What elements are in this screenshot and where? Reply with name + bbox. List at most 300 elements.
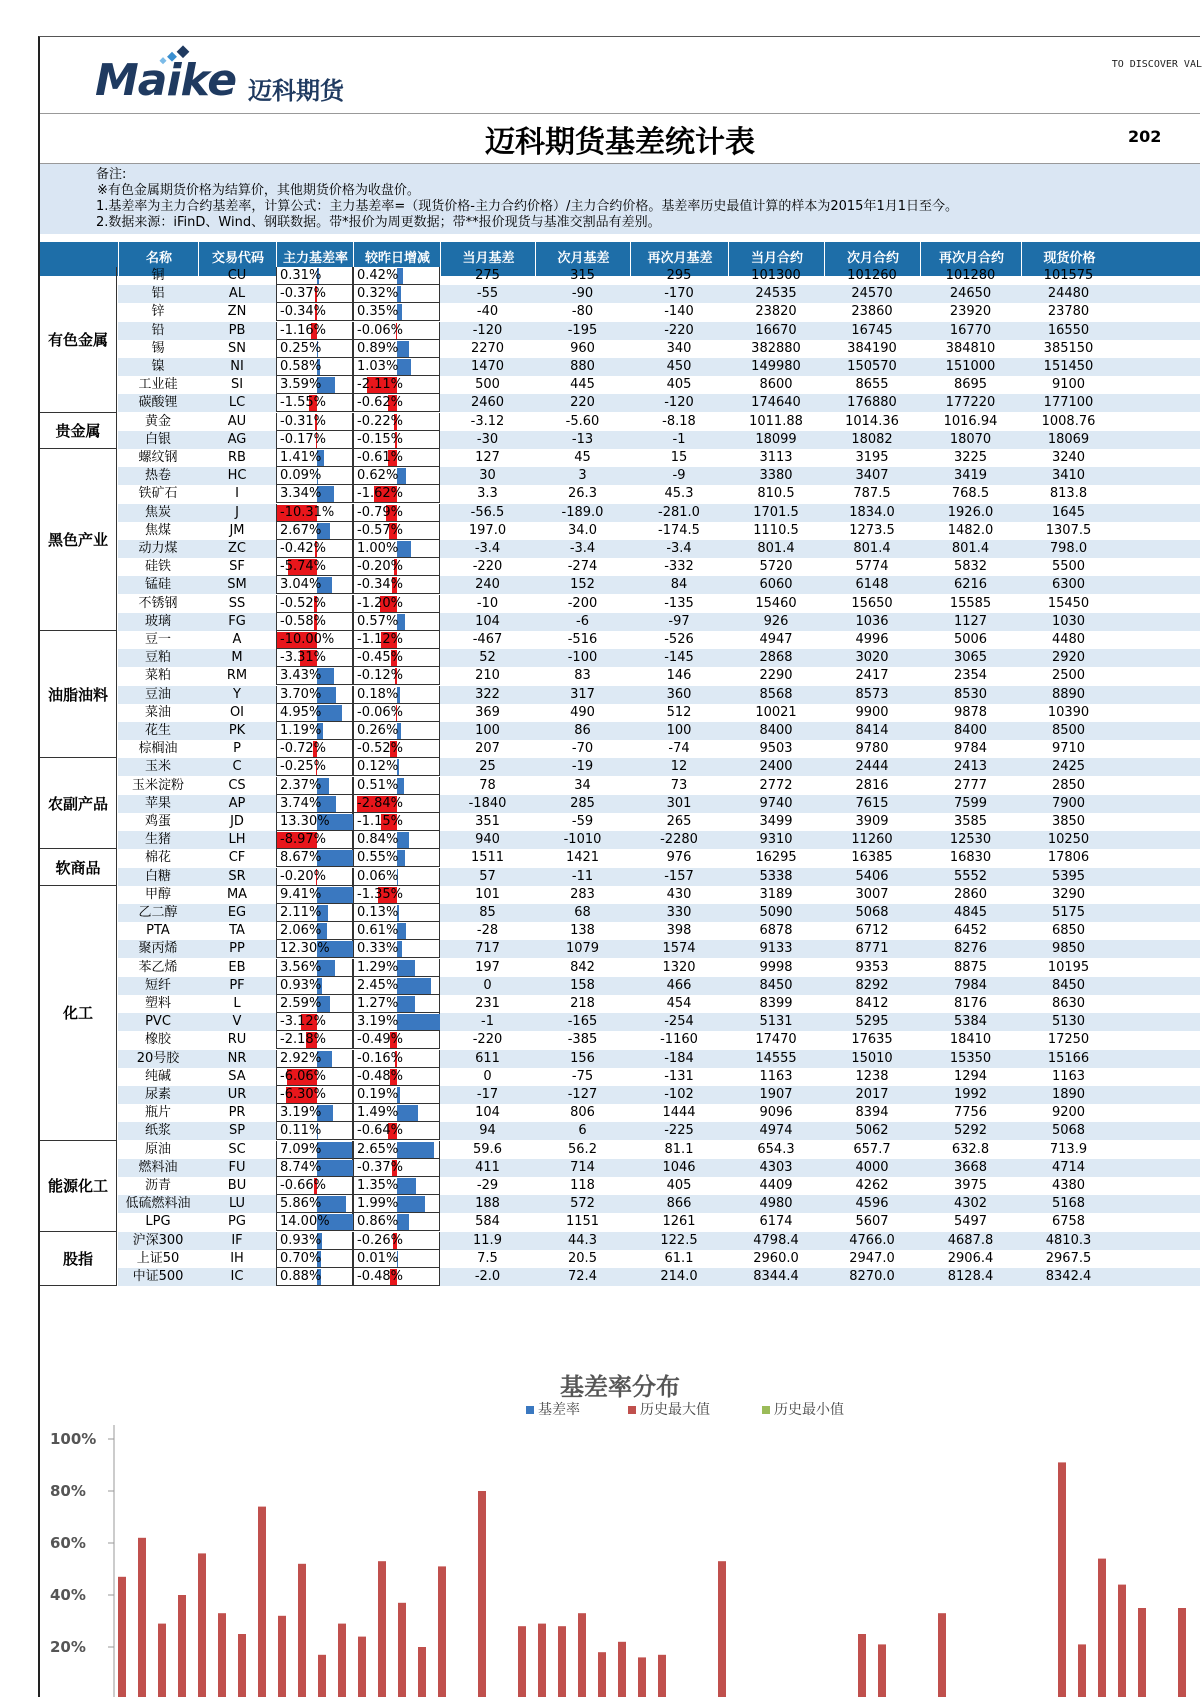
rate-value: 12.30% [280, 940, 330, 958]
third-basis-cell: 15 [630, 449, 728, 467]
current-contract-cell: 5090 [728, 904, 824, 922]
rate-value: -0.66% [280, 1177, 326, 1195]
third-basis-cell: 1046 [630, 1159, 728, 1177]
rate-value: -0.58% [280, 613, 326, 631]
current-contract-cell: 4303 [728, 1159, 824, 1177]
daily-change-cell [353, 1232, 440, 1250]
rate-value: 0.93% [280, 1232, 321, 1250]
current-basis-cell: -220 [440, 558, 535, 576]
data-bar [397, 1196, 425, 1212]
name-cell: 沪深300 [118, 1232, 198, 1250]
current-basis-cell: -55 [440, 285, 535, 303]
next-contract-cell: 8292 [824, 977, 920, 995]
rate-value: 0.58% [280, 358, 321, 376]
rate-value: 14.00% [280, 1213, 330, 1231]
name-cell: 生猪 [118, 831, 198, 849]
current-contract-cell: 1110.5 [728, 522, 824, 540]
spot-price-cell: 2920 [1021, 649, 1116, 667]
spot-price-cell: 10250 [1021, 831, 1116, 849]
third-basis-cell: -174.5 [630, 522, 728, 540]
basis-rate-cell [276, 995, 353, 1013]
hist-max-bar [1178, 1608, 1186, 1697]
table-row [118, 667, 1200, 685]
daily-change-cell [353, 1159, 440, 1177]
hist-max-bar [638, 1657, 646, 1697]
current-contract-cell: 101300 [728, 267, 824, 285]
name-cell: 动力煤 [118, 540, 198, 558]
next-basis-cell: 83 [535, 667, 630, 685]
hist-max-bar [438, 1566, 446, 1697]
data-bar [397, 1142, 434, 1158]
y-tick-label: 60% [50, 1534, 86, 1552]
rate-value: 2.45% [357, 977, 398, 995]
third-basis-cell: 295 [630, 267, 728, 285]
rate-value: 0.19% [357, 1086, 398, 1104]
current-contract-cell: 4409 [728, 1177, 824, 1195]
next-contract-cell: 6148 [824, 576, 920, 594]
current-basis-cell: 104 [440, 613, 535, 631]
next-contract-cell: 1834.0 [824, 504, 920, 522]
third-contract-cell: 4687.8 [920, 1232, 1021, 1250]
rate-value: -0.26% [357, 1232, 403, 1250]
next-contract-cell: 3195 [824, 449, 920, 467]
third-basis-cell: -225 [630, 1122, 728, 1140]
next-contract-cell: 5295 [824, 1013, 920, 1031]
daily-change-cell [353, 722, 440, 740]
hist-max-bar [1078, 1644, 1086, 1697]
basis-rate-cell [276, 449, 353, 467]
column-header: 现货价格 [1021, 242, 1117, 276]
spot-price-cell: 101575 [1021, 267, 1116, 285]
third-contract-cell: 4302 [920, 1195, 1021, 1213]
next-contract-cell: 4000 [824, 1159, 920, 1177]
next-contract-cell: 17635 [824, 1031, 920, 1049]
table-row [118, 795, 1200, 813]
rate-value: 7.09% [280, 1141, 321, 1159]
next-contract-cell: 801.4 [824, 540, 920, 558]
daily-change-cell [353, 995, 440, 1013]
basis-rate-cell [276, 740, 353, 758]
rate-value: -0.06% [357, 704, 403, 722]
data-bar [397, 996, 415, 1012]
name-cell: 锰硅 [118, 576, 198, 594]
code-cell: A [198, 631, 276, 649]
third-contract-cell: 9878 [920, 704, 1021, 722]
third-contract-cell: 151000 [920, 358, 1021, 376]
basis-rate-cell [276, 540, 353, 558]
daily-change-cell [353, 1177, 440, 1195]
column-header: 再次月合约 [920, 242, 1022, 276]
third-basis-cell: 360 [630, 686, 728, 704]
sector-label: 贵金属 [40, 413, 117, 449]
name-cell: 螺纹钢 [118, 449, 198, 467]
table-row [118, 394, 1200, 412]
column-header: 名称 [118, 242, 199, 276]
next-contract-cell: 5774 [824, 558, 920, 576]
next-contract-cell: 3007 [824, 886, 920, 904]
rate-value: 0.09% [280, 467, 321, 485]
basis-rate-cell [276, 1268, 353, 1286]
rate-value: -3.31% [280, 649, 326, 667]
data-bar [397, 978, 431, 994]
third-contract-cell: 18070 [920, 431, 1021, 449]
next-basis-cell: 138 [535, 922, 630, 940]
current-basis-cell: -3.4 [440, 540, 535, 558]
rate-value: -0.06% [357, 322, 403, 340]
spot-price-cell: 385150 [1021, 340, 1116, 358]
next-basis-cell: 445 [535, 376, 630, 394]
third-contract-cell: 2413 [920, 758, 1021, 776]
basis-rate-cell [276, 1122, 353, 1140]
current-contract-cell: 8600 [728, 376, 824, 394]
next-basis-cell: -59 [535, 813, 630, 831]
current-contract-cell: 3380 [728, 467, 824, 485]
basis-rate-cell [276, 1104, 353, 1122]
third-basis-cell: 512 [630, 704, 728, 722]
basis-rate-cell [276, 704, 353, 722]
current-contract-cell: 1163 [728, 1068, 824, 1086]
code-cell: AU [198, 413, 276, 431]
daily-change-cell [353, 358, 440, 376]
rate-value: 1.03% [357, 358, 398, 376]
name-cell: PVC [118, 1013, 198, 1031]
column-header: 再次月基差 [630, 242, 729, 276]
next-basis-cell: 72.4 [535, 1268, 630, 1286]
third-contract-cell: 3065 [920, 649, 1021, 667]
current-basis-cell: 3.3 [440, 485, 535, 503]
table-row [118, 813, 1200, 831]
rate-value: 8.74% [280, 1159, 321, 1177]
code-cell: SI [198, 376, 276, 394]
code-cell: SR [198, 868, 276, 886]
code-cell: FU [198, 1159, 276, 1177]
spot-price-cell: 1163 [1021, 1068, 1116, 1086]
legend-hist-max: 历史最大值 [628, 1399, 710, 1419]
hist-max-bar [858, 1634, 866, 1697]
rate-value: -0.37% [357, 1159, 403, 1177]
third-contract-cell: 2906.4 [920, 1250, 1021, 1268]
current-contract-cell: 16295 [728, 849, 824, 867]
name-cell: 白糖 [118, 868, 198, 886]
rate-value: 0.93% [280, 977, 321, 995]
code-cell: AG [198, 431, 276, 449]
column-header: 较昨日增减 [353, 242, 441, 276]
daily-change-cell [353, 558, 440, 576]
current-contract-cell: 1701.5 [728, 504, 824, 522]
rate-value: 4.95% [280, 704, 321, 722]
spot-price-cell: 8630 [1021, 995, 1116, 1013]
current-basis-cell: -17 [440, 1086, 535, 1104]
spot-price-cell: 17250 [1021, 1031, 1116, 1049]
current-basis-cell: 2270 [440, 340, 535, 358]
next-contract-cell: 18082 [824, 431, 920, 449]
third-contract-cell: 6216 [920, 576, 1021, 594]
table-row [118, 376, 1200, 394]
code-cell: RB [198, 449, 276, 467]
next-basis-cell: 880 [535, 358, 630, 376]
y-tick-label: 80% [50, 1482, 86, 1500]
hist-max-bar [478, 1491, 486, 1697]
rate-value: 2.67% [280, 522, 321, 540]
rate-value: 2.59% [280, 995, 321, 1013]
daily-change-cell [353, 795, 440, 813]
basis-rate-cell [276, 1250, 353, 1268]
spot-price-cell: 6300 [1021, 576, 1116, 594]
current-contract-cell: 810.5 [728, 485, 824, 503]
basis-rate-cell [276, 886, 353, 904]
table-row [118, 522, 1200, 540]
third-basis-cell: 430 [630, 886, 728, 904]
daily-change-cell [353, 686, 440, 704]
basis-rate-cell [276, 522, 353, 540]
rate-value: 0.25% [280, 340, 321, 358]
next-basis-cell: 3 [535, 467, 630, 485]
code-cell: BU [198, 1177, 276, 1195]
code-cell: SM [198, 576, 276, 594]
third-contract-cell: 101280 [920, 267, 1021, 285]
rate-value: -10.31% [280, 504, 334, 522]
next-basis-cell: -6 [535, 613, 630, 631]
column-header: 次月基差 [535, 242, 631, 276]
third-contract-cell: 4845 [920, 904, 1021, 922]
current-contract-cell: 8344.4 [728, 1268, 824, 1286]
basis-rate-cell [276, 1141, 353, 1159]
basis-rate-cell [276, 940, 353, 958]
current-contract-cell: 10021 [728, 704, 824, 722]
column-header: 主力基差率 [276, 242, 354, 276]
data-bar [397, 359, 411, 375]
basis-rate-cell [276, 322, 353, 340]
rate-value: -8.97% [280, 831, 326, 849]
table-row [118, 1195, 1200, 1213]
current-contract-cell: 149980 [728, 358, 824, 376]
daily-change-cell [353, 1141, 440, 1159]
name-cell: 碳酸锂 [118, 394, 198, 412]
current-basis-cell: -40 [440, 303, 535, 321]
basis-rate-cell [276, 576, 353, 594]
spot-price-cell: 17806 [1021, 849, 1116, 867]
next-basis-cell: 842 [535, 959, 630, 977]
current-contract-cell: 18099 [728, 431, 824, 449]
next-basis-cell: 220 [535, 394, 630, 412]
current-contract-cell: 24535 [728, 285, 824, 303]
current-contract-cell: 382880 [728, 340, 824, 358]
name-cell: 焦炭 [118, 504, 198, 522]
table-row [118, 467, 1200, 485]
daily-change-cell [353, 267, 440, 285]
next-basis-cell: -3.4 [535, 540, 630, 558]
basis-rate-cell [276, 285, 353, 303]
current-contract-cell: 9310 [728, 831, 824, 849]
third-basis-cell: 405 [630, 1177, 728, 1195]
rate-value: -0.57% [357, 522, 403, 540]
basis-rate-cell [276, 922, 353, 940]
third-contract-cell: 3668 [920, 1159, 1021, 1177]
current-basis-cell: 25 [440, 758, 535, 776]
rate-value: -1.62% [357, 485, 403, 503]
basis-rate-cell [276, 868, 353, 886]
code-cell: JD [198, 813, 276, 831]
current-contract-cell: 2960.0 [728, 1250, 824, 1268]
table-row [118, 758, 1200, 776]
name-cell: 不锈钢 [118, 595, 198, 613]
current-contract-cell: 9503 [728, 740, 824, 758]
basis-rate-cell [276, 849, 353, 867]
name-cell: 硅铁 [118, 558, 198, 576]
next-contract-cell: 1014.36 [824, 413, 920, 431]
name-cell: 铁矿石 [118, 485, 198, 503]
spot-price-cell: 1030 [1021, 613, 1116, 631]
name-cell: 聚丙烯 [118, 940, 198, 958]
current-basis-cell: 322 [440, 686, 535, 704]
current-basis-cell: 197 [440, 959, 535, 977]
table-row [118, 576, 1200, 594]
next-basis-cell: -5.60 [535, 413, 630, 431]
basis-rate-cell [276, 413, 353, 431]
rate-value: 2.37% [280, 777, 321, 795]
next-contract-cell: 23860 [824, 303, 920, 321]
name-cell: 菜粕 [118, 667, 198, 685]
name-cell: 尿素 [118, 1086, 198, 1104]
spot-price-cell: 5168 [1021, 1195, 1116, 1213]
rate-value: -1.20% [357, 595, 403, 613]
name-cell: LPG [118, 1213, 198, 1231]
third-contract-cell: 1127 [920, 613, 1021, 631]
spot-price-cell: 2967.5 [1021, 1250, 1116, 1268]
legend-hist-min: 历史最小值 [762, 1399, 844, 1419]
current-basis-cell: 584 [440, 1213, 535, 1231]
third-contract-cell: 15585 [920, 595, 1021, 613]
code-cell: SF [198, 558, 276, 576]
current-contract-cell: 3189 [728, 886, 824, 904]
current-contract-cell: 15460 [728, 595, 824, 613]
current-basis-cell: -1840 [440, 795, 535, 813]
hist-max-bar [298, 1564, 306, 1697]
name-cell: PTA [118, 922, 198, 940]
spot-price-cell: 24480 [1021, 285, 1116, 303]
next-basis-cell: 152 [535, 576, 630, 594]
daily-change-cell [353, 1013, 440, 1031]
rate-value: -1.16% [280, 322, 326, 340]
current-basis-cell: 57 [440, 868, 535, 886]
data-bar [397, 1014, 440, 1030]
spot-price-cell: 713.9 [1021, 1141, 1116, 1159]
rate-value: 0.88% [280, 1268, 321, 1286]
third-contract-cell: 2777 [920, 777, 1021, 795]
third-contract-cell: 24650 [920, 285, 1021, 303]
third-contract-cell: 5552 [920, 868, 1021, 886]
next-basis-cell: 156 [535, 1050, 630, 1068]
spot-price-cell: 5395 [1021, 868, 1116, 886]
name-cell: 热卷 [118, 467, 198, 485]
daily-change-cell [353, 813, 440, 831]
current-contract-cell: 926 [728, 613, 824, 631]
daily-change-cell [353, 485, 440, 503]
hist-max-bar [878, 1644, 886, 1697]
spot-price-cell: 151450 [1021, 358, 1116, 376]
next-basis-cell: -100 [535, 649, 630, 667]
rate-value: 8.67% [280, 849, 321, 867]
code-cell: ZN [198, 303, 276, 321]
rate-value: -1.12% [357, 631, 403, 649]
next-basis-cell: 960 [535, 340, 630, 358]
hist-max-bar [218, 1613, 226, 1697]
code-cell: J [198, 504, 276, 522]
hist-max-bar [398, 1603, 406, 1697]
rate-value: 3.19% [280, 1104, 321, 1122]
daily-change-cell [353, 413, 440, 431]
hist-max-bar [138, 1538, 146, 1697]
current-basis-cell: 1511 [440, 849, 535, 867]
column-header: 交易代码 [198, 242, 277, 276]
current-contract-cell: 8450 [728, 977, 824, 995]
table-row [118, 1050, 1200, 1068]
next-contract-cell: 3407 [824, 467, 920, 485]
code-cell: FG [198, 613, 276, 631]
name-cell: 棕榈油 [118, 740, 198, 758]
table-row [118, 977, 1200, 995]
rate-value: 3.56% [280, 959, 321, 977]
spot-price-cell: 5175 [1021, 904, 1116, 922]
next-contract-cell: 8655 [824, 376, 920, 394]
current-contract-cell: 9096 [728, 1104, 824, 1122]
next-contract-cell: 8771 [824, 940, 920, 958]
name-cell: 原油 [118, 1141, 198, 1159]
next-contract-cell: 4766.0 [824, 1232, 920, 1250]
table-row [118, 831, 1200, 849]
basis-rate-cell [276, 649, 353, 667]
third-basis-cell: 330 [630, 904, 728, 922]
current-basis-cell: 240 [440, 576, 535, 594]
next-contract-cell: 4262 [824, 1177, 920, 1195]
current-contract-cell: 1907 [728, 1086, 824, 1104]
report-date: 202 [1128, 127, 1161, 146]
code-cell: ZC [198, 540, 276, 558]
rate-value: 2.06% [280, 922, 321, 940]
legend-basis-rate: 基差率 [526, 1399, 580, 1419]
code-cell: SN [198, 340, 276, 358]
basis-rate-cell [276, 631, 353, 649]
next-basis-cell: 26.3 [535, 485, 630, 503]
code-cell: LH [198, 831, 276, 849]
table-row [118, 1086, 1200, 1104]
title-bar [40, 113, 1200, 164]
current-basis-cell: 11.9 [440, 1232, 535, 1250]
hist-max-bar [158, 1624, 166, 1697]
current-contract-cell: 8568 [728, 686, 824, 704]
hist-max-bar [338, 1624, 346, 1697]
next-basis-cell: 158 [535, 977, 630, 995]
third-contract-cell: 1926.0 [920, 504, 1021, 522]
note-line: 1.基差率为主力合约基差率，计算公式：主力基差率=（现货价格-主力合约价格）/主力合约价格。基差率历史最值计算的样本为2015年1月1日至今。 [96, 200, 958, 214]
third-contract-cell: 5292 [920, 1122, 1021, 1140]
current-basis-cell: 52 [440, 649, 535, 667]
third-contract-cell: 384810 [920, 340, 1021, 358]
current-contract-cell: 14555 [728, 1050, 824, 1068]
next-basis-cell: 45 [535, 449, 630, 467]
third-contract-cell: 6452 [920, 922, 1021, 940]
rate-value: 0.32% [357, 285, 398, 303]
name-cell: 甲醇 [118, 886, 198, 904]
daily-change-cell [353, 1122, 440, 1140]
current-contract-cell: 5720 [728, 558, 824, 576]
current-contract-cell: 2400 [728, 758, 824, 776]
daily-change-cell [353, 886, 440, 904]
next-basis-cell: 86 [535, 722, 630, 740]
third-basis-cell: -9 [630, 467, 728, 485]
code-cell: PB [198, 322, 276, 340]
table-row [118, 1159, 1200, 1177]
